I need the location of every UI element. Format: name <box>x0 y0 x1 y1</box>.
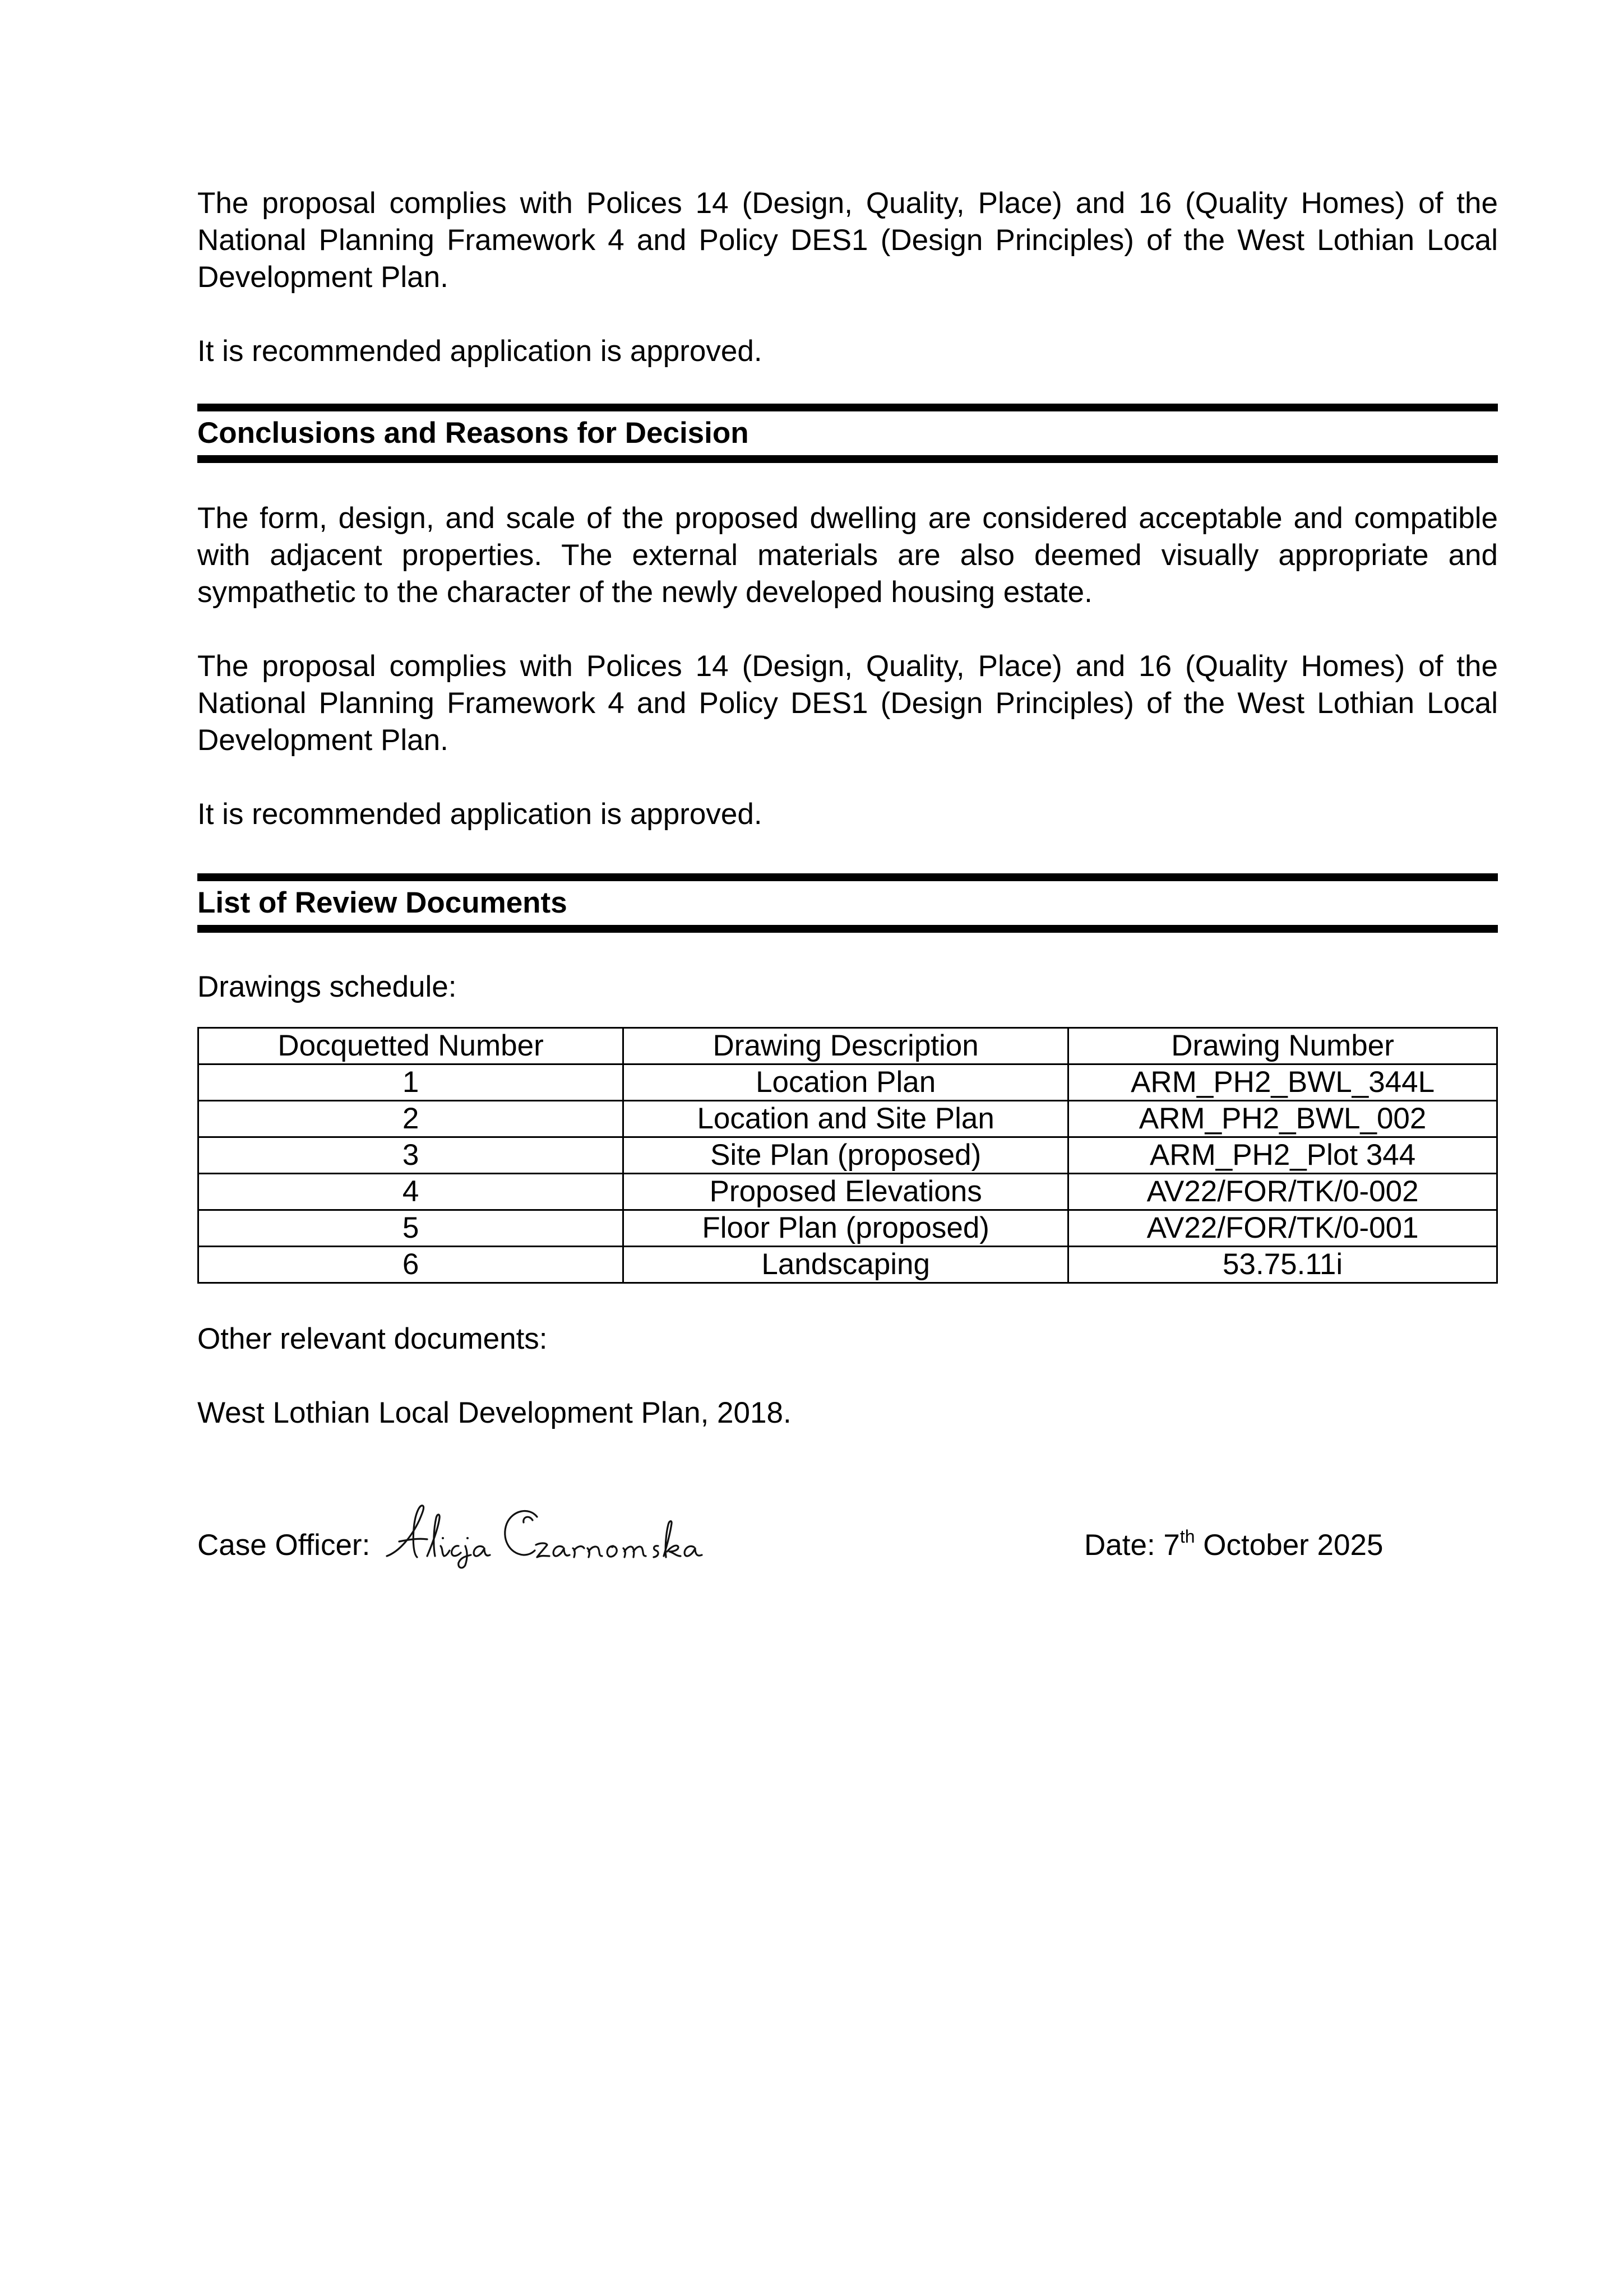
handwritten-signature <box>382 1498 719 1571</box>
conclusions-paragraph-1: The form, design, and scale of the proposed dwelling are considered acceptable and compatible with adjacent properties. The external materials are also deemed visually appropriate and sympathetic to the character of the newly developed housing estate. <box>197 502 1498 609</box>
table-row <box>198 1247 1497 1283</box>
table-cell: Location Plan <box>623 1064 1068 1101</box>
drawings-schedule-label: Drawings schedule: <box>197 970 457 1003</box>
drawings-table <box>197 1027 1498 1284</box>
sign-off-row <box>197 1498 1498 1576</box>
table-cell: 1 <box>198 1064 623 1101</box>
table-cell: Floor Plan (proposed) <box>623 1210 1068 1247</box>
case-officer-label: Case Officer: <box>197 1529 371 1562</box>
table-cell: ARM_PH2_Plot 344 <box>1068 1137 1497 1174</box>
column-header: Docquetted Number <box>198 1028 623 1064</box>
column-header: Drawing Number <box>1068 1028 1497 1064</box>
table-cell: 6 <box>198 1247 623 1283</box>
table-row <box>198 1101 1497 1137</box>
table-cell: 53.75.11i <box>1068 1247 1497 1283</box>
table-cell: 2 <box>198 1101 623 1137</box>
table-header-row <box>198 1028 1497 1064</box>
conclusions-heading: Conclusions and Reasons for Decision <box>197 416 749 450</box>
table-row <box>198 1210 1497 1247</box>
document-page <box>197 185 1498 1576</box>
table-cell: Site Plan (proposed) <box>623 1137 1068 1174</box>
section-rule-bottom <box>197 925 1498 933</box>
intro-paragraph: The proposal complies with Polices 14 (Design, Quality, Place) and 16 (Quality Homes) of the National Planning Framework 4 and Policy DES1 (Design Principles) of the West Lothian Local Development Plan. <box>197 187 1498 294</box>
table-cell: ARM_PH2_BWL_002 <box>1068 1101 1497 1137</box>
conclusions-paragraph-2: The proposal complies with Polices 14 (Design, Quality, Place) and 16 (Quality Homes) of the National Planning Framework 4 and Policy DES1 (Design Principles) of the West Lothian Local Development Plan. <box>197 650 1498 757</box>
intro-recommendation: It is recommended application is approved. <box>197 335 762 368</box>
date-month-year: October 2025 <box>1195 1529 1384 1562</box>
table-cell: 5 <box>198 1210 623 1247</box>
section-rule-bottom <box>197 455 1498 463</box>
conclusions-recommendation: It is recommended application is approved. <box>197 798 762 831</box>
review-heading: List of Review Documents <box>197 886 567 919</box>
table-cell: 3 <box>198 1137 623 1174</box>
table-row <box>198 1174 1497 1210</box>
date-ordinal-suffix: th <box>1179 1526 1195 1547</box>
table-row <box>198 1064 1497 1101</box>
section-rule-top <box>197 873 1498 881</box>
table-cell: AV22/FOR/TK/0-002 <box>1068 1174 1497 1210</box>
sign-off-date <box>1084 1527 1383 1564</box>
table-cell: Landscaping <box>623 1247 1068 1283</box>
table-cell: Proposed Elevations <box>623 1174 1068 1210</box>
table-cell: ARM_PH2_BWL_344L <box>1068 1064 1497 1101</box>
other-document-item: West Lothian Local Development Plan, 2018. <box>197 1396 792 1429</box>
other-documents-label: Other relevant documents: <box>197 1322 548 1355</box>
table-row <box>198 1137 1497 1174</box>
date-prefix: Date: 7 <box>1084 1529 1180 1562</box>
table-cell: AV22/FOR/TK/0-001 <box>1068 1210 1497 1247</box>
section-rule-top <box>197 404 1498 411</box>
column-header: Drawing Description <box>623 1028 1068 1064</box>
table-cell: 4 <box>198 1174 623 1210</box>
table-cell: Location and Site Plan <box>623 1101 1068 1137</box>
